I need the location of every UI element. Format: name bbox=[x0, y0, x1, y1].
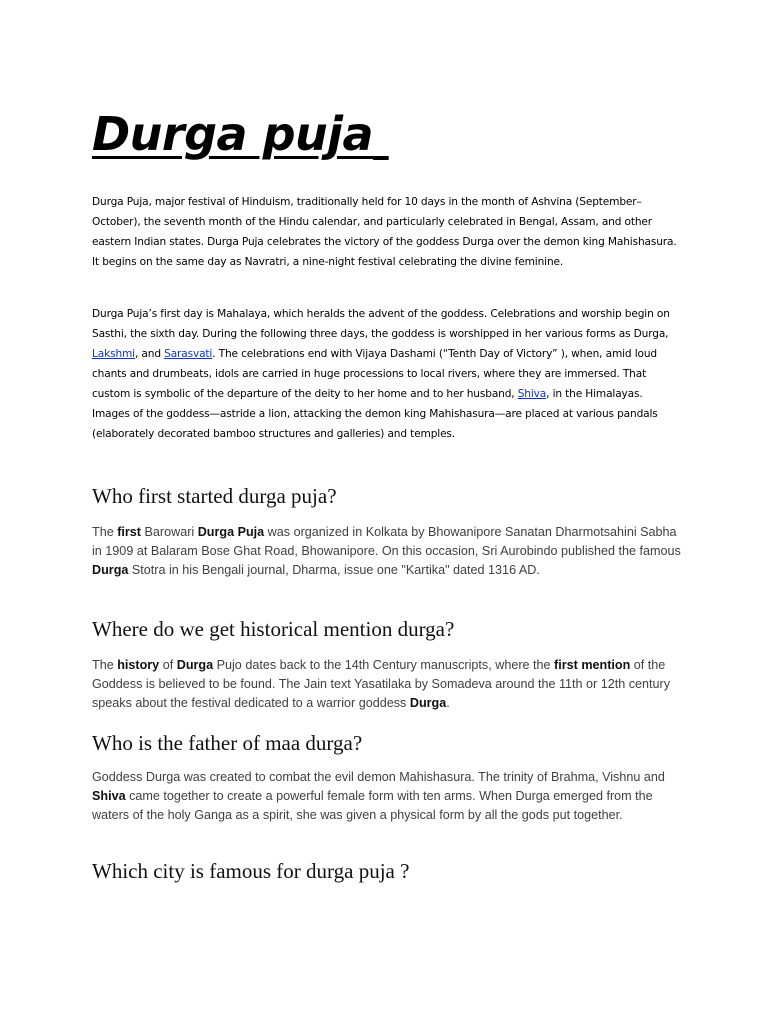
answer-1-text: Barowari bbox=[141, 525, 198, 539]
answer-paragraph-1 bbox=[92, 523, 682, 580]
answer-2-bold: first mention bbox=[554, 658, 631, 672]
answer-2-bold: Durga bbox=[176, 658, 214, 672]
answer-1-bold: Durga bbox=[92, 563, 129, 577]
question-heading-4: Which city is famous for durga puja ? bbox=[92, 859, 410, 883]
answer-1-bold: Durga Puja bbox=[197, 525, 265, 539]
intro-paragraph-1: Durga Puja, major festival of Hinduism, traditionally held for 10 days in the month of Ashvina (September–October), the seventh month of the Hindu calendar, and particularly celebrated in Bengal, Assam, and other eastern Indian states. Durga Puja celebrates the victory of the goddess Durga over the demon king Mahishasura. It begins on the same day as Navratri, a nine-night festival celebrating the divine feminine. bbox=[92, 196, 677, 268]
answer-2-bold: history bbox=[117, 658, 160, 672]
intro-p2-text-2: , and bbox=[134, 348, 165, 360]
answer-paragraph-2 bbox=[92, 656, 682, 713]
answer-paragraph-3 bbox=[92, 768, 682, 825]
answer-1-bold: first bbox=[117, 525, 141, 539]
link-sarasvati[interactable]: Sarasvati bbox=[164, 348, 213, 360]
answer-2-text: of bbox=[159, 658, 177, 672]
page-title: Durga puja bbox=[92, 107, 374, 161]
question-heading-3: Who is the father of maa durga? bbox=[92, 731, 363, 755]
answer-2-text: . bbox=[446, 696, 450, 710]
link-lakshmi[interactable]: Lakshmi bbox=[92, 348, 135, 360]
answer-2-bold: Durga bbox=[409, 696, 447, 710]
intro-paragraph-2 bbox=[92, 304, 682, 444]
intro-p2-text-4: , in the Himalayas. Images of the goddess—astride a lion, attacking the demon king Mahishasura—are placed at various pandals (elaborately decorated bamboo structures and galleries) and temples. bbox=[92, 388, 658, 440]
answer-3-text: came together to create a powerful female form with ten arms. When Durga emerged from the waters of the holy Ganga as a spirit, she was given a physical form by all the gods put together. bbox=[92, 789, 653, 822]
answer-3-bold: Shiva bbox=[92, 789, 126, 803]
answer-2-text: of the Goddess is believed to be found. The Jain text Yasatilaka by Somadeva around the 11th or 12th century speaks about the festival dedicated to a warrior goddess bbox=[92, 658, 671, 710]
question-heading-2: Where do we get historical mention durga? bbox=[92, 617, 455, 641]
intro-p2-text-1: Durga Puja’s first day is Mahalaya, which heralds the advent of the goddess. Celebrations and worship begin on Sasthi, the sixth day. During the following three days, the goddess is worshipped in her various forms as Durga, bbox=[92, 308, 670, 340]
answer-2-text: The bbox=[92, 658, 118, 672]
link-shiva[interactable]: Shiva bbox=[517, 388, 547, 400]
answer-1-text: Stotra in his Bengali journal, Dharma, issue one "Kartika" dated 1316 AD. bbox=[128, 563, 540, 577]
answer-3-text: Goddess Durga was created to combat the evil demon Mahishasura. The trinity of Brahma, Vishnu and bbox=[92, 770, 665, 784]
intro-p2-text-3: . The celebrations end with Vijaya Dashami (“Tenth Day of Victory” ), when, amid loud chants and drumbeats, idols are carried in huge processions to local rivers, where they are immersed. That custom is symbolic of the departure of the deity to her home and to her husband, bbox=[92, 348, 657, 400]
answer-2-text: Pujo dates back to the 14th Century manuscripts, where the bbox=[213, 658, 555, 672]
answer-1-text: The bbox=[92, 525, 118, 539]
question-heading-1: Who first started durga puja? bbox=[92, 484, 337, 508]
answer-1-text: was organized in Kolkata by Bhowanipore Sanatan Dharmotsahini Sabha in 1909 at Balaram Bose Ghat Road, Bhowanipore. On this occasion, Sri Aurobindo published the famous bbox=[92, 525, 681, 558]
